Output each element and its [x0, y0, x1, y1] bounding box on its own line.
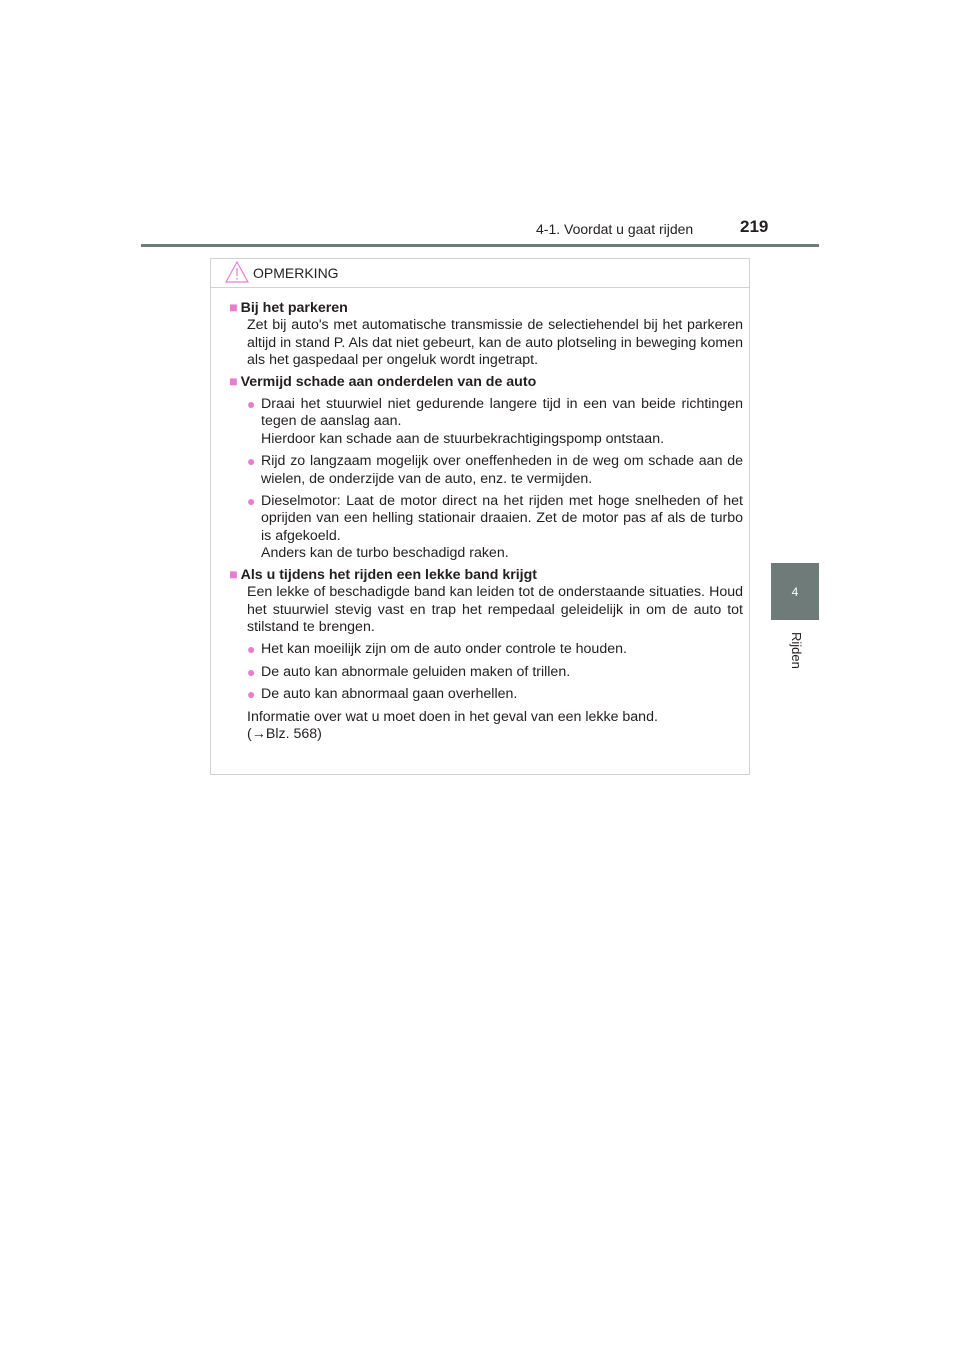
- section-header: 4-1. Voordat u gaat rijden: [536, 221, 694, 237]
- list-item: [229, 493, 743, 563]
- list-item-note: Anders kan de turbo beschadigd raken.: [261, 545, 509, 562]
- page-reference-link[interactable]: (→Blz. 568): [247, 725, 322, 742]
- chapter-label: Rijden: [789, 632, 804, 669]
- heading-text: Vermijd schade aan onderdelen van de auto: [240, 373, 537, 390]
- section-heading-flat-tire: [229, 567, 743, 584]
- section-heading-damage: [229, 374, 743, 391]
- info-text: Informatie over wat u moet doen in het geval van een lekke band.: [247, 708, 658, 725]
- list-item-note: Hierdoor kan schade aan de stuurbekrachtigingspomp ontstaan.: [261, 430, 665, 447]
- list-item-text: Rijd zo langzaam mogelijk over oneffenheden in de weg om schade aan de wielen, de onderzijde van de auto, enz. te vermijden.: [261, 453, 743, 487]
- header-divider: [141, 244, 819, 247]
- notice-box: [210, 258, 750, 775]
- circle-bullet-icon: ●: [247, 686, 256, 703]
- chapter-number: 4: [791, 584, 799, 599]
- circle-bullet-icon: ●: [247, 453, 256, 470]
- paragraph: Een lekke of beschadigde band kan leiden tot de onderstaande situaties. Houd het stuurwiel stevig vast en trap het rempedaal geleidelijk in om de auto tot stilstand te brengen.: [247, 584, 743, 635]
- list-item-text: Dieselmotor: Laat de motor direct na het rijden met hoge snelheden of het oprijden van een helling stationair draaien. Zet de motor pas af als de turbo is afgekoeld.: [261, 493, 743, 544]
- list-item: [229, 453, 743, 488]
- circle-bullet-icon: ●: [247, 641, 256, 658]
- section-heading-parking: [229, 300, 743, 317]
- list-item: [229, 664, 743, 681]
- page-number: 219: [740, 217, 769, 236]
- list-item-text: De auto kan abnormale geluiden maken of trillen.: [261, 663, 571, 680]
- square-bullet-icon: ■: [229, 566, 238, 583]
- circle-bullet-icon: ●: [247, 493, 256, 510]
- notice-title: OPMERKING: [253, 265, 339, 281]
- paragraph: Zet bij auto's met automatische transmissie de selectiehendel bij het parkeren altijd in stand P. Als dat niet gebeurt, kan de auto plotseling in beweging komen als het gaspedaal per ongeluk wordt ingetrapt.: [247, 317, 743, 369]
- circle-bullet-icon: ●: [247, 663, 256, 680]
- list-item: [229, 641, 743, 658]
- list-item-text: Draai het stuurwiel niet gedurende langere tijd in een van beide richtingen tegen de aanslag aan.: [261, 396, 743, 430]
- warning-triangle-icon: [225, 261, 249, 283]
- circle-bullet-icon: ●: [247, 396, 256, 413]
- notice-body: [211, 288, 749, 743]
- heading-text: Als u tijdens het rijden een lekke band krijgt: [240, 566, 538, 583]
- list-item-text: De auto kan abnormaal gaan overhellen.: [261, 686, 518, 703]
- square-bullet-icon: ■: [229, 373, 238, 390]
- chapter-tab: [771, 563, 819, 620]
- list-item: [229, 396, 743, 448]
- notice-header: [211, 259, 749, 288]
- list-item-text: Het kan moeilijk zijn om de auto onder controle te houden.: [261, 641, 627, 658]
- paragraph: [229, 709, 743, 744]
- square-bullet-icon: ■: [229, 300, 238, 316]
- heading-text: Bij het parkeren: [240, 300, 348, 316]
- list-item: [229, 686, 743, 703]
